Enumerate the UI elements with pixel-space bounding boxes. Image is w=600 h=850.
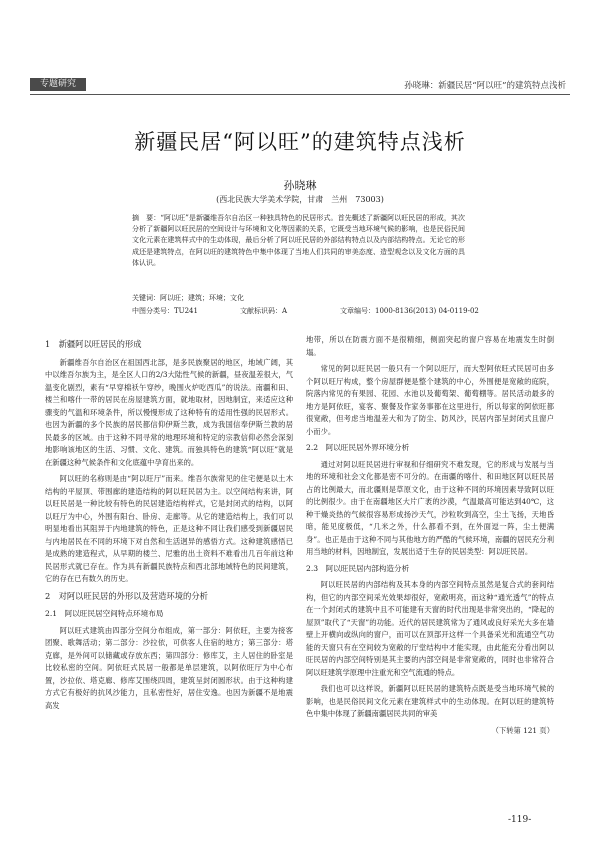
keywords-label: 关键词： <box>132 294 160 302</box>
section-2-2-heading: 2.2 阿以旺民居外界环境分析 <box>306 443 410 452</box>
clc-number: 中图分类号：TU241 <box>132 307 198 315</box>
abstract-label: 摘 要： <box>132 214 161 222</box>
article-title: 新疆民居“阿以旺”的建筑特点浅析 <box>134 130 466 154</box>
section-1-paragraph-1: 新疆维吾尔自治区在祖国西北部，是多民族聚居的地区，地域广阔，其中以维吾尔族为主，是全区人口的2/3大陆性气候的新疆，昼夜温差很大，气温变化剧烈，素有“早穿棉袄午穿纱，晚围火炉吃西瓜”的说法。南疆和田、楼兰和喀什一带的居民在房屋建筑方面，就地取材，因地制宜，来适应这种骤变的气温和环境条件，所以慢慢形成了这种特有的适用性强的民居形式。也因为新疆的多个民族的居民都信仰伊斯兰教，成为我国信奉伊斯兰教的居民最多的区域。由于这种不同寻常的地理环境和特定的宗教信仰必然会深刻地影响该地区的生活、习惯、文化、建筑。而独具特色的建筑“阿以旺”就是在新疆这种气候条件和文化底蕴中孕育出来的。 <box>45 357 293 467</box>
section-2-1-heading: 2.1 阿以旺民居空间特点环境布局 <box>45 609 164 618</box>
document-code: 文献标识码：A <box>240 307 288 315</box>
author-name: 孙晓琳 <box>283 179 317 192</box>
keywords-text: 阿以旺；建筑；环境；文化 <box>160 294 244 302</box>
section-2-1-paragraph-2: 常见的阿以旺民居一般只有一个阿以旺厅，而大型阿依旺式民居可由多个阿以旺厅构成，整个房屋群便是整个建筑的中心，外围便是宽敞的庭院，院落内常见的有果园、花园、水池以及葡萄架、葡萄棚等。居民活动最多的地方是阿依旺，宴客、聚餐及作家务事都在这里进行，所以每家的阿依旺都很宽敞，但考虑当地温差大和为了防尘、防风沙，民居内部呈封闭式且窗户小而少。 <box>306 364 554 436</box>
abstract <box>132 213 465 269</box>
running-title: 孙晓琳：新疆民居“阿以旺”的建筑特点浅析 <box>404 81 566 91</box>
section-2-3-heading: 2.3 阿以旺民居内部构造分析 <box>306 563 410 573</box>
section-2-2-paragraph: 通过对阿以旺民居进行审视和仔细研究不难发现，它的形成与发展与当地的环境和社会文化都是密不可分的。在南疆的喀什、和田地区阿以旺民居占的比例最大，而北疆则是草原文化，由于这种不同的环境因素导致阿以旺的比例很少。由于在南疆地区大片广袤的沙漠，气温最高可能达到40℃，这种干燥炎热的气候很容易形成扬沙天气，沙粒吹到高空，尘土飞扬，天地昏暗，能见度极低，“几米之外，什么都看不到，在外面逗一阵，尘土便满身”。也正是由于这种不同与其他地方的严酷的气候环境，南疆的居民充分利用当地的材料，因地制宜，发展出适于生存的民居类型：阿以旺民居。 <box>306 459 554 556</box>
page-number: -119- <box>508 815 532 825</box>
section-2-heading: 2 对阿以旺民居的外形以及营造环境的分析 <box>45 590 208 601</box>
header-divider <box>30 94 570 95</box>
section-2-1-paragraph: 阿以旺式建筑由四部分空间分布组成，第一部分：阿依旺，主要为接客团聚、歌舞活动；第二部分：沙拉依，可供客人住宿的地方；第三部分：塔克廊，是外间可以储藏或存放东西；第四部分：修库艾，主人居住的卧室是比较私密的空间。阿依旺式民居一般都是单层建筑，以阿依旺厅为中心布置，沙拉依、塔克廊、修库艾围绕四周，建筑呈封闭圆形状。由于这种构建方式它有极好的抗风沙能力，且私密性好，居住安逸。也因为新疆不是地震高发 <box>45 625 293 710</box>
abstract-text: “阿以旺”是新疆维吾尔自治区一种独具特色的民居形式。首先概述了新疆阿以旺民居的形成，其次分析了新疆阿以旺民居的空间设计与环境和文化等因素的关系，它既受当地环境气候的影响，也是民俗民间文化元素在建筑样式中的生动体现，最后分析了阿以旺民居的外部结构特点以及内部结构特点。无论它的形成还是建筑特点，在阿以旺的建筑特色中集中体现了当地人们共同的审美态度、造型观念以及文化方面的具体认识。 <box>132 214 466 267</box>
right-column <box>306 334 554 737</box>
continued-note: （下转第 121 页） <box>491 725 554 735</box>
section-1-paragraph-2: 阿以旺的名称则是由“阿以旺厅”而来。维吾尔族常见的住宅便是以土木结构的平屋顶、带围廊的建造结构的阿以旺民居为主。以空间结构来讲，阿以旺民居是一种比较有特色的民居建造结构样式，它是封闭式的结构，以阿以旺厅为中心，外围有阳台、卧房、走廊等。从它的建造结构上，我们可以明显地看出其阻异于内地建筑的特色，正是这种不同让我们感受到新疆居民与内地居民在不同的环境下对自然和生活迥异的感悟方式。这种建筑感悟已是成熟的建造程式，从早期的楼兰、尼雅的出土资料不难看出几百年前这种民居形式就已存在。作为具有新疆民族特点和西北部地域特色的民间建筑，它的存在已有数久的历史。 <box>45 474 293 583</box>
author-affiliation: (西北民族大学美术学院，甘肃 兰州 73003) <box>216 195 384 204</box>
section-2-3-paragraph: 阿以旺民居的内部结构及其本身的内部空间特点虽然是复合式的套间结构，但它的内部空间采光效果却很好，宽敞明亮，而这种“通光透气”的特点在一个封闭式的建筑中且不可能建有天窗的时代出现是非常突出的，“降起的屋顶”取代了“天窗”的功能。近代的居民建筑常为了通风或良好采光大多在墙壁上开横向或纵向的窗户，而可以在顶部开这样一个具备采光和流通空气功能的天窗只有在空间较为宽敞的厅堂结构中才能实现，由此能充分看出阿以旺民居的内部空间特别是其主要的内部空间是非常宽敞的，同时也非常符合阿以旺建筑学原理中注重光和空气流通的特点。 <box>306 580 554 677</box>
column-tag: 专题研究 <box>30 78 86 91</box>
final-paragraph: 我们也可以这样说，新疆阿以旺民居的建筑特点既是受当地环境气候的影响，也是民俗民间文化元素在建筑样式中的生动体现。在阿以旺的建筑特色中集中体现了新疆南疆居民共同的审美 <box>306 684 554 718</box>
article-number: 文章编号：1000-8136(2013) 04-0119-02 <box>340 307 479 315</box>
keywords <box>132 293 244 303</box>
continued-paragraph: 地带，所以在防震方面不是很精细，侧面突起的窗户容易在地震发生时倒塌。 <box>306 335 554 357</box>
section-1-heading: 1 新疆阿以旺居民的形成 <box>45 339 142 349</box>
left-column <box>45 334 293 716</box>
